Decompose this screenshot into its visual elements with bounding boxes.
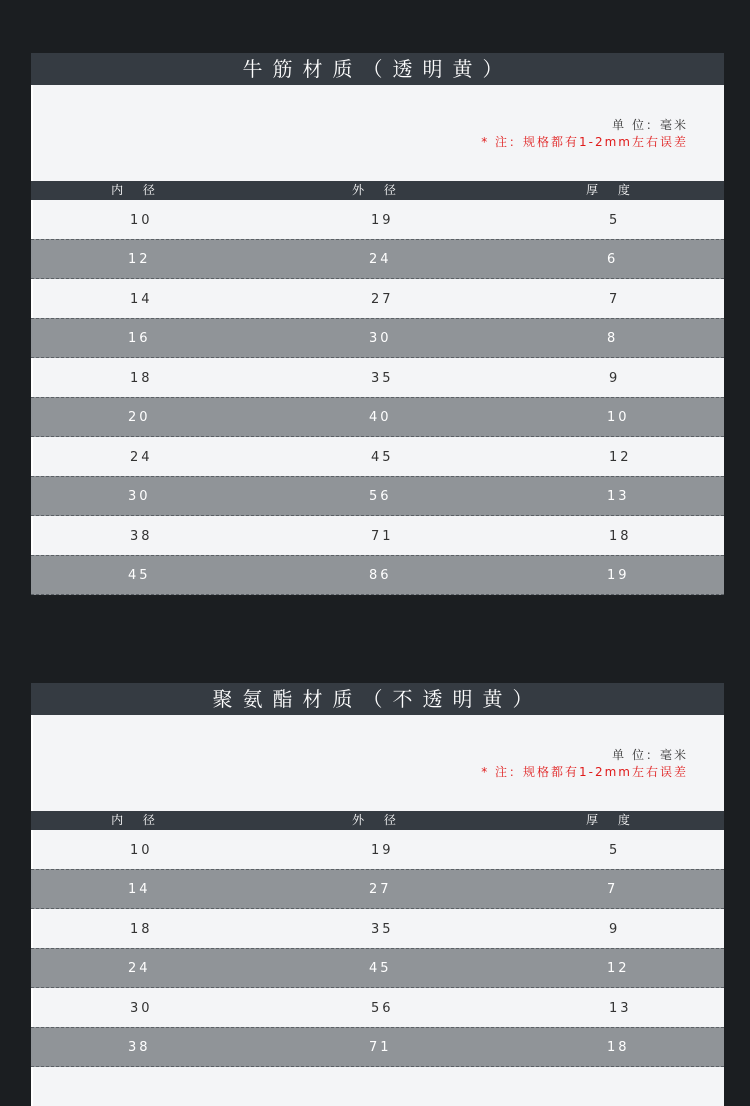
spec-table-1 xyxy=(31,53,724,596)
table-row xyxy=(31,1027,724,1067)
table-row xyxy=(31,279,724,318)
unit-label: 单 位：毫米 xyxy=(612,118,688,132)
cell-outer: 19 xyxy=(371,213,394,228)
cell-outer: 24 xyxy=(369,252,392,267)
cell-thickness: 12 xyxy=(607,961,630,976)
header-thickness: 厚 度 xyxy=(586,183,638,197)
table-row xyxy=(31,909,724,948)
cell-thickness: 7 xyxy=(609,292,621,307)
cell-outer: 71 xyxy=(371,529,394,544)
cell-outer: 86 xyxy=(369,568,392,583)
table-row-partial xyxy=(31,1067,724,1106)
cell-thickness: 12 xyxy=(609,450,632,465)
header-inner-diameter: 内 径 xyxy=(111,183,163,197)
table-row xyxy=(31,516,724,555)
cell-inner: 45 xyxy=(128,568,151,583)
cell-outer: 35 xyxy=(371,371,394,386)
cell-outer: 56 xyxy=(371,1001,394,1016)
cell-thickness: 7 xyxy=(607,882,619,897)
header-thickness: 厚 度 xyxy=(586,813,638,827)
cell-inner: 10 xyxy=(130,843,153,858)
table-row xyxy=(31,830,724,869)
table-row xyxy=(31,200,724,239)
tolerance-note: * 注：规格都有1-2mm左右误差 xyxy=(481,765,688,779)
cell-inner: 14 xyxy=(130,292,153,307)
cell-inner: 20 xyxy=(128,410,151,425)
header-outer-diameter: 外 径 xyxy=(352,183,404,197)
table-row xyxy=(31,988,724,1027)
cell-inner: 24 xyxy=(130,450,153,465)
cell-inner: 14 xyxy=(128,882,151,897)
cell-thickness: 9 xyxy=(609,922,621,937)
table-header xyxy=(31,811,724,830)
spec-table-2 xyxy=(31,683,724,1103)
header-inner-diameter: 内 径 xyxy=(111,813,163,827)
table-title: 牛筋材质（透明黄） xyxy=(31,53,724,85)
cell-thickness: 18 xyxy=(609,529,632,544)
table-row xyxy=(31,948,724,988)
cell-inner: 30 xyxy=(130,1001,153,1016)
table-row xyxy=(31,318,724,358)
cell-inner: 18 xyxy=(130,922,153,937)
cell-thickness: 5 xyxy=(609,213,621,228)
table-title: 聚氨酯材质（不透明黄） xyxy=(31,683,724,715)
cell-thickness: 13 xyxy=(609,1001,632,1016)
cell-thickness: 19 xyxy=(607,568,630,583)
cell-outer: 27 xyxy=(371,292,394,307)
cell-outer: 45 xyxy=(371,450,394,465)
cell-thickness: 18 xyxy=(607,1040,630,1055)
info-panel xyxy=(31,715,724,811)
cell-outer: 40 xyxy=(369,410,392,425)
cell-inner: 30 xyxy=(128,489,151,504)
table-header xyxy=(31,181,724,200)
table-row xyxy=(31,869,724,909)
cell-thickness: 10 xyxy=(607,410,630,425)
table-row xyxy=(31,358,724,397)
cell-inner: 10 xyxy=(130,213,153,228)
cell-outer: 45 xyxy=(369,961,392,976)
cell-outer: 19 xyxy=(371,843,394,858)
table-row xyxy=(31,239,724,279)
table-row xyxy=(31,476,724,516)
header-outer-diameter: 外 径 xyxy=(352,813,404,827)
table-row xyxy=(31,555,724,595)
info-panel xyxy=(31,85,724,181)
cell-outer: 27 xyxy=(369,882,392,897)
cell-thickness: 6 xyxy=(607,252,619,267)
cell-outer: 30 xyxy=(369,331,392,346)
cell-outer: 35 xyxy=(371,922,394,937)
cell-inner: 38 xyxy=(128,1040,151,1055)
cell-thickness: 5 xyxy=(609,843,621,858)
cell-inner: 24 xyxy=(128,961,151,976)
cell-inner: 38 xyxy=(130,529,153,544)
cell-thickness: 13 xyxy=(607,489,630,504)
unit-label: 单 位：毫米 xyxy=(612,748,688,762)
cell-inner: 12 xyxy=(128,252,151,267)
cell-thickness: 8 xyxy=(607,331,619,346)
cell-inner: 18 xyxy=(130,371,153,386)
table-row xyxy=(31,397,724,437)
table-row xyxy=(31,437,724,476)
cell-outer: 56 xyxy=(369,489,392,504)
cell-inner: 16 xyxy=(128,331,151,346)
tolerance-note: * 注：规格都有1-2mm左右误差 xyxy=(481,135,688,149)
cell-thickness: 9 xyxy=(609,371,621,386)
cell-outer: 71 xyxy=(369,1040,392,1055)
